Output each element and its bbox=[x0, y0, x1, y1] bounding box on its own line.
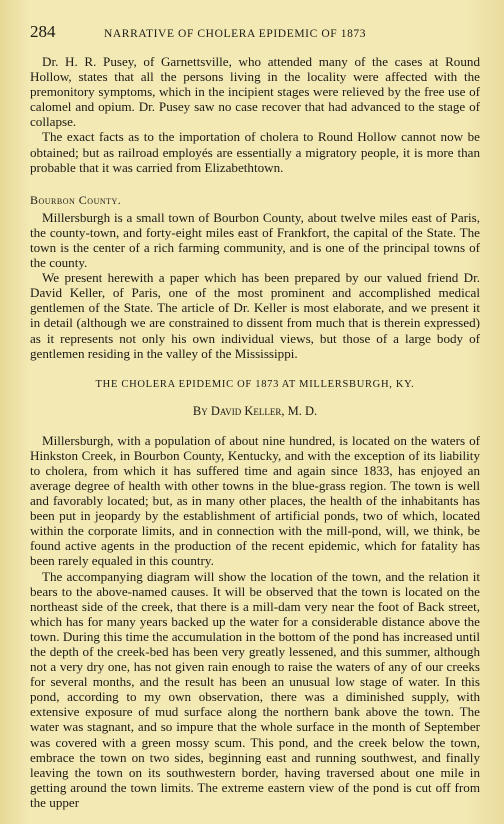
running-head: NARRATIVE OF CHOLERA EPIDEMIC OF 1873 bbox=[104, 28, 367, 40]
page-header bbox=[30, 22, 480, 44]
paragraph-pusey: Dr. H. R. Pusey, of Garnettsville, who attended many of the cases at Round Hollow, states that all the persons living in the locality were affected with the premonitory symptoms, which in the incipient stages were relieved by the free use of calomel and opium. Dr. Pusey saw no case recover that had advanced to the stage of collapse. bbox=[30, 54, 480, 130]
paragraph-millersburgh-intro: Millersburgh is a small town of Bourbon County, about twelve miles east of Paris, the county-town, and forty-eight miles east of Frankfort, the capital of the State. The town is the center of a rich farming community, and is one of the principal towns of the county. bbox=[30, 209, 480, 271]
paragraph-keller-paper: We present herewith a paper which has been prepared by our valued friend Dr. David Keller, of Paris, one of the most prominent and accomplished medical gentlemen of the State. The article of Dr. Keller is most elaborate, and we present it in detail (although we are constrained to dissent from much that is therein expressed) as it represents not only his own individual views, but those of a large body of gentlemen residing in the valley of the Mississippi. bbox=[30, 270, 480, 361]
article-title: THE CHOLERA EPIDEMIC OF 1873 AT MILLERSBURGH, KY. bbox=[95, 378, 415, 390]
paragraph-population: Millersburgh, with a population of about nine hundred, is located on the waters of Hinkston Creek, in Bourbon County, Kentucky, and with the exception of its liability to cholera, from which it has suffered time and again since 1833, has enjoyed an average degree of health with other towns in the blue-grass region. The town is well and favorably located; but, as in many other places, the health of the inhabitants has been put in jeopardy by the establishment of artificial ponds, two of which, located within the corporate limits, and in connection with the mill-pond, will, we think, be found active agents in the production of the recent epidemic, which for fatality has been rarely equaled in this country. bbox=[30, 432, 480, 569]
article-byline: By David Keller, M. D. bbox=[192, 403, 318, 418]
paragraph-diagram: The accompanying diagram will show the location of the town, and the relation it bears to the above-named causes. It will be observed that the town is located on the northeast side of the creek, that there is a mill-dam very near the foot of Back street, which has for many years backed up the water for a considerable distance above the town. During this time the accumulation in the bottom of the pond has increased until the depth of the creek-bed has been very greatly lessened, and this summer, although not a very dry one, has not given rain enough to raise the waters of any of our creeks for several months, and the result has been an unusual low stage of water. In this pond, according to my own observation, there was a diminished supply, with extensive exposure of mud surface along the northern bank above the town. The water was stagnant, and so impure that the whole surface in the month of September was covered with a green mossy scum. This pond, and the creek below the town, embrace the town on two sides, beginning east and running southwest, and finally leaving the town on its southwestern border, having traversed about one mile in getting around the town limits. The extreme eastern view of the pond is cut off from the upper bbox=[30, 568, 480, 810]
paragraph-importation: The exact facts as to the importation of cholera to Round Hollow cannot now be obtained; but as railroad employés are essentially a migratory people, it is more than probable that it was carried from Elizabethtown. bbox=[30, 129, 480, 175]
section-heading-bourbon: Bourbon County. bbox=[30, 192, 122, 207]
page-number: 284 bbox=[30, 22, 56, 41]
